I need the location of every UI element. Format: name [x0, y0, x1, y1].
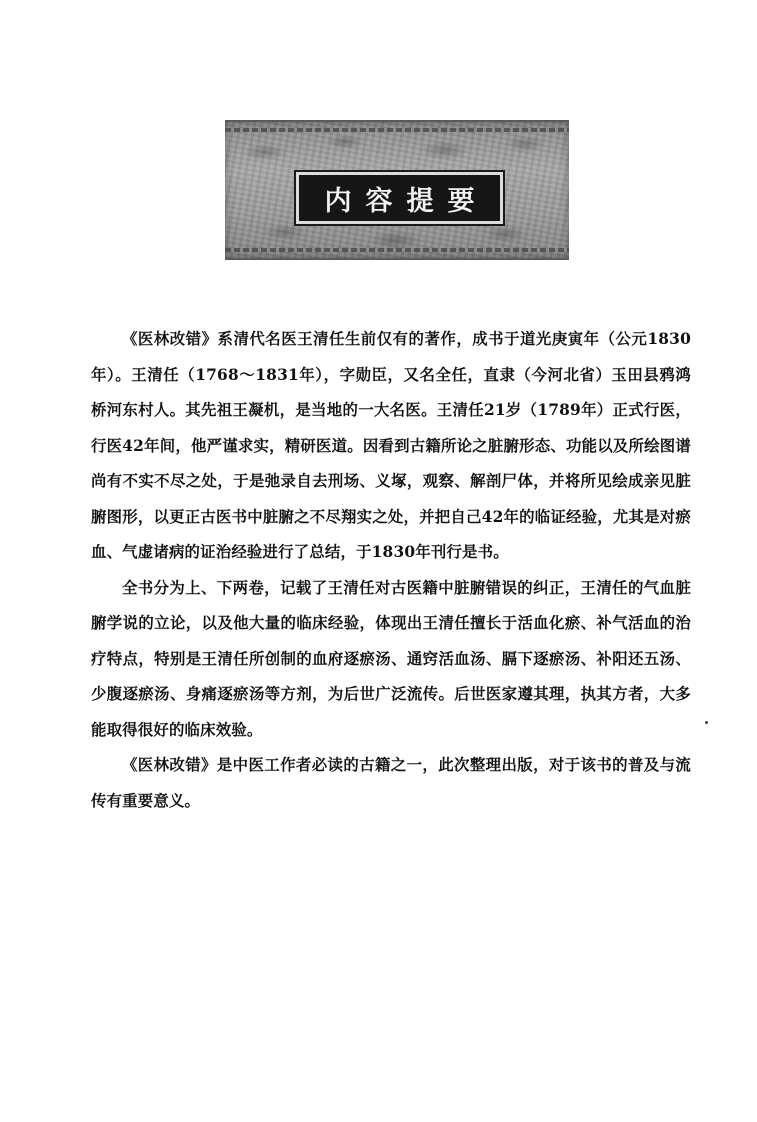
paragraph-intro: 《医林改错》系清代名医王清任生前仅有的著作，成书于道光庚寅年（公元1830年）。王清任（1768～1831年），字勋臣，又名全任，直隶（今河北省）玉田县鸦鸿桥河东村人。其先祖王凝机，是当地的一大名医。王清任21岁（1789年）正式行医，行医42年间，他严谨求实，精研医道。因看到古籍所论之脏腑形态、功能以及所绘图谱尚有不实不尽之处，于是弛录自去刑场、义塚，观察、解剖尸体，并将所见绘成亲见脏腑图形，以更正古医书中脏腑之不尽翔实之处，并把自己42年的临证经验，尤其是对瘀血、气虚诸病的证治经验进行了总结，于1830年刊行是书。	[91, 330, 691, 561]
summary-text	[91, 322, 691, 819]
banner-border-bottom	[225, 248, 569, 252]
paragraph-content: 全书分为上、下两卷，记载了王清任对古医籍中脏腑错误的纠正，王清任的气血脏腑学说的立论，以及他大量的临床经验，体现出王清任擅长于活血化瘀、补气活血的治疗特点，特别是王清任所创制的血府逐瘀汤、通窍活血汤、膈下逐瘀汤、补阳还五汤、少腹逐瘀汤、身痛逐瘀汤等方剂，为后世广泛流传。后世医家遵其理，执其方者，大多能取得很好的临床效验。	[91, 578, 691, 739]
banner-border-top	[225, 128, 569, 132]
scan-speck	[705, 721, 708, 724]
title-plaque	[296, 172, 503, 224]
header-banner	[225, 120, 569, 260]
page-title: 内容提要	[324, 185, 489, 217]
paragraph-significance: 《医林改错》是中医工作者必读的古籍之一，此次整理出版，对于该书的普及与流传有重要意义。	[91, 756, 691, 810]
